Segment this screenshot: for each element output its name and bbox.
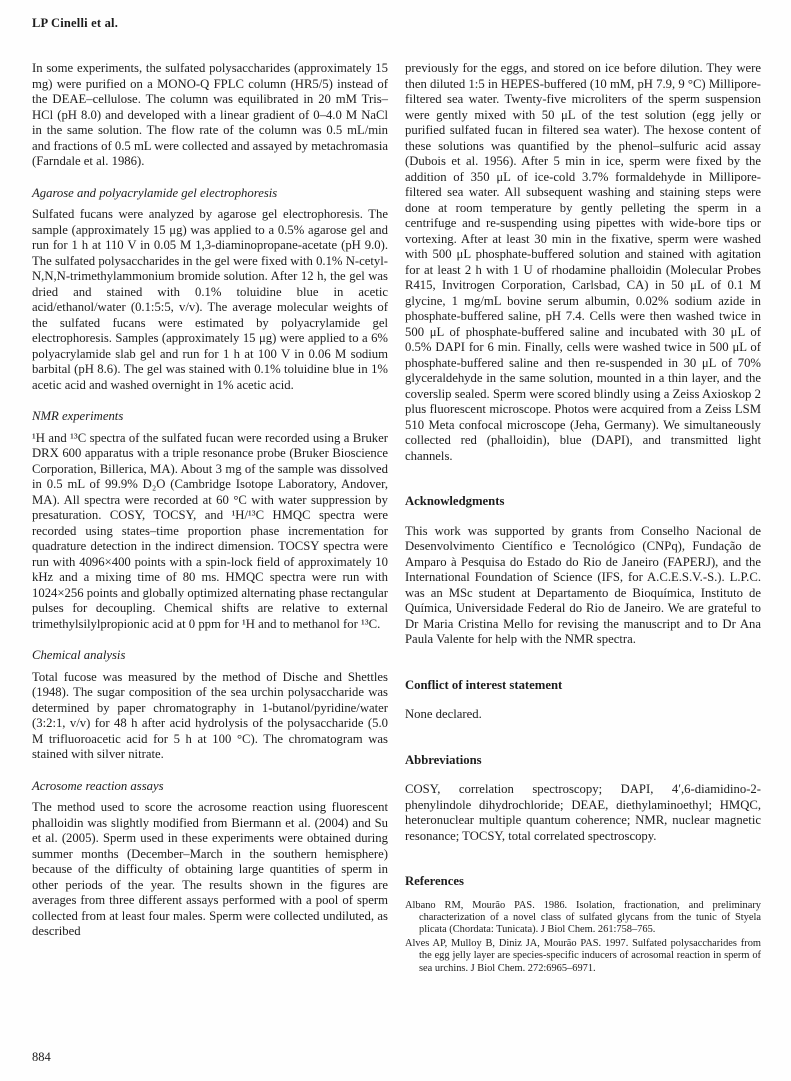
two-column-body: [32, 61, 761, 976]
section-text-acknowledgments: This work was supported by grants from Conselho Nacional de Desenvolvimento Científico e Tecnológico (CNPq), Fundação de Amparo à Pesquisa do Estado do Rio de Janeiro (FAPERJ), and the International Foundation of Science (IFS, for A.C.E.S.V.-S.). L.P.C. was an MSc student at Departamento de Bioquímica, Instituto de Química, Universidade Federal do Rio de Janeiro. We are grateful to Dr Maria Cristina Mello for revising the manuscript and to Dr Ana Paula Valente for help with the NMR spectra.: [405, 523, 761, 646]
intro-paragraph: In some experiments, the sulfated polysaccharides (approximately 15 mg) were purified on a MONO-Q FPLC column (HR5/5) instead of the DEAE–cellulose. The column was equilibrated in 20 mM Tris–HCl (pH 8.0) and developed with a linear gradient of 0–4.0 M NaCl in the same solution. The flow rate of the column was 0.5 mL/min and fractions of 0.5 mL were collected and assayed by metachromasia (Farndale et al. 1986).: [32, 61, 388, 168]
section-heading-references: References: [405, 874, 464, 888]
section-heading-acknowledgments: Acknowledgments: [405, 494, 505, 508]
left-column: [32, 61, 388, 976]
section-text-chemical-analysis: Total fucose was measured by the method of Dische and Shettles (1948). The sugar composition of the sea urchin polysaccharide was determined by paper chromatography in 1-butanol/pyridine/water (3:2:1, v/v) for 48 h after acid hydrolysis of the polysaccharide (5.0 M trifluoroacetic acid for 5 h at 100 °C). The chromatogram was stained with silver nitrate.: [32, 669, 388, 761]
reference-list: [405, 900, 761, 975]
section-text-conflict-of-interest: None declared.: [405, 707, 482, 721]
section-heading-chemical-analysis: Chemical analysis: [32, 648, 126, 662]
section-text-abbreviations: COSY, correlation spectroscopy; DAPI, 4′,6-diamidino-2-phenylindole dihydrochloride; DEAE, diethylaminoethyl; HMQC, heteronuclear multiple quantum coherence; NMR, nuclear magnetic resonance; TOCSY, total correlated spectroscopy.: [405, 782, 761, 843]
section-text-agarose-electrophoresis: Sulfated fucans were analyzed by agarose gel electrophoresis. The sample (approximately 15 μg) was applied to a 0.5% agarose gel and run for 1 h at 110 V in 0.05 M 1,3-diaminopropane-acetate (pH 9.0). The sulfated polysaccharides in the gel were fixed with 0.1% N-cetyl-N,N,N-trimethylammonium bromide solution. After 12 h, the gel was dried and stained with 0.1% toluidine blue in acetic acid/ethanol/water (0.1:5:5, v/v). The average molecular weights of the sulfated fucans were estimated by polyacrylamide gel electrophoresis. Samples (approximately 15 μg) were applied to a 6% polyacrylamide slab gel and run for 1 h at 100 V in 0.06 M sodium barbital (pH 8.6). The gel was stained with 0.1% toluidine blue in 1% acetic acid and washed overnight in 1% acetic acid.: [32, 207, 388, 392]
right-column: [405, 61, 761, 976]
reference-entry: Alves AP, Mulloy B, Diniz JA, Mourão PAS. 1997. Sulfated polysaccharides from the egg jelly layer are species-specific inducers of acrosomal reaction in sperm of sea urchins. J Biol Chem. 272:6965–6971.: [405, 937, 761, 974]
section-heading-abbreviations: Abbreviations: [405, 752, 482, 767]
page-number: 884: [32, 1050, 51, 1064]
section-heading-nmr-experiments: NMR experiments: [32, 409, 124, 423]
section-heading-acrosome-reaction-assays: Acrosome reaction assays: [32, 778, 164, 793]
section-text-acrosome-reaction-assays: The method used to score the acrosome reaction using fluorescent phalloidin was slightly modified from Biermann et al. (2004) and Su et al. (2005). Sperm used in these experiments were obtained during summer months (December–March in the southern hemisphere) because of the difficulty of obtaining large quantities of sperm in other periods of the year. The results shown in the figures are averages from three different assays performed with a pool of sperm collected from at least four males. Sperm were collected undiluted, as described: [32, 800, 388, 938]
section-heading-conflict-of-interest: Conflict of interest statement: [405, 677, 563, 692]
running-head: LP Cinelli et al.: [32, 16, 119, 30]
continuation-paragraph: previously for the eggs, and stored on ice before dilution. They were then diluted 1:5 in HEPES-buffered (10 mM, pH 7.9, 9 °C) Millipore-filtered sea water. Twenty-five microliters of the sperm suspension were gently mixed with 50 μL of the test solution (egg jelly or purified sulfated fucan in filtered sea water). The hexose content of these solutions was quantified by the phenol–sulfuric acid assay (Dubois et al. 1956). After 5 min in ice, sperm were fixed by the addition of 350 μL of ice-cold 3.7% formaldehyde in Millipore-filtered sea water. All subsequent washing and staining steps were done at room temperature by gently pelleting the sperm in a centrifuge and re-suspending using pipettes with wide-bore tips or vortexing. After at least 30 min in the fixative, sperm were washed with 500 μL phosphate-buffered solution and stained with agitation for at least 2 h with 1 U of rhodamine phalloidin (Molecular Probes R415, Invitrogen Corporation, Carlsbad, CA) in 50 μL of 0.1 M glycine, 1 mg/mL bovine serum albumin, 0.02% sodium azide in phosphate-buffered saline, pH 7.4. Cells were then washed twice in 500 μL of phosphate-buffered saline and incubated with 30 μL of 0.5% DAPI for 6 min. Finally, cells were washed twice in 500 μL of phosphate-buffered saline and then re-suspended in 30 μL of 70% glyceraldehyde in the same solution, mounted in a thin layer, and the coverslip sealed. Sperm were scored blindly using a Zeiss Axioskop 2 plus fluorescent microscope. Photos were acquired from a Zeiss LSM 510 Meta confocal microscope (Jeha, Germany). We simultaneously collected red (phalloidin), blue (DAPI), and transmitted light channels.: [405, 61, 761, 463]
section-text-nmr-experiments: ¹H and ¹³C spectra of the sulfated fucan were recorded using a Bruker DRX 600 apparatus with a triple resonance probe (Bruker Bioscience Corporation, Billerica, MA). About 3 mg of the sample was dissolved in 0.5 mL of 99.9% D₂O (Cambridge Isotope Laboratory, Andover, MA). All spectra were recorded at 60 °C with water suppression by presaturation. COSY, TOCSY, and ¹H/¹³C HMQC spectra were recorded using states–time proportion phase incrementation for quadrature detection in the indirect dimension. TOCSY spectra were run with 4096×400 points with a spin-lock field of approximately 10 kHz and a mixing time of 80 ms. HMQC spectra were run with 1024×256 points and globally optimized alternating phase rectangular pulses for decoupling. Chemical shifts are relative to external trimethylsilylpropionic acid at 0 ppm for ¹H and to methanol for ¹³C.: [32, 430, 388, 631]
section-heading-agarose-electrophoresis: Agarose and polyacrylamide gel electrophoresis: [32, 185, 278, 200]
reference-entry: Albano RM, Mourão PAS. 1986. Isolation, fractionation, and preliminary characterization of a novel class of sulfated glycans from the tunic of Styela plicata (Chordata: Tunicata). J Biol Chem. 261:758–765.: [405, 899, 761, 936]
